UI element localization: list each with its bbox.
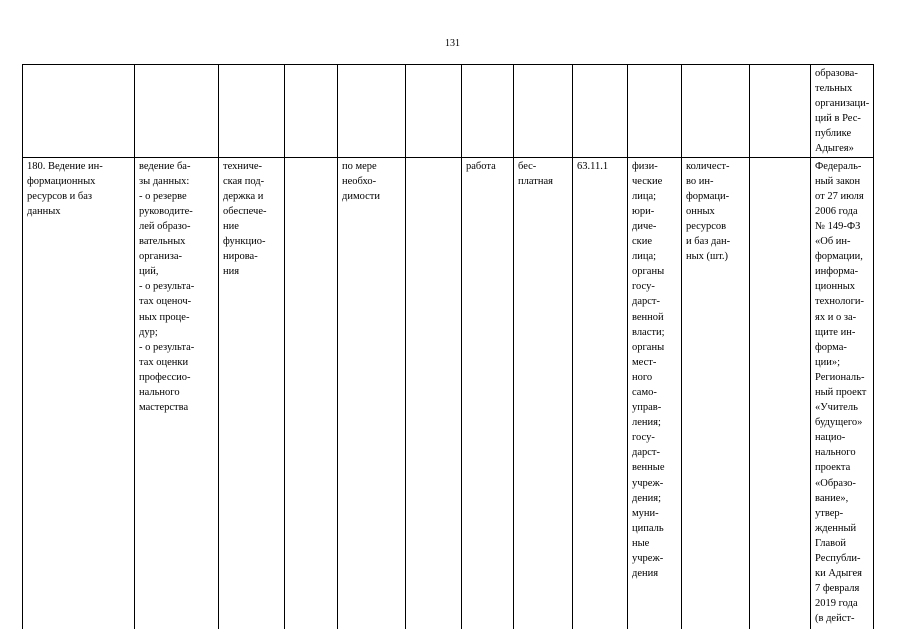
cell-condition: техниче- ская под- держка и обеспече- ние функцио- нирова- ния [219,157,285,629]
cell-consumers: физи- ческие лица; юри- диче- ские лица; органы госу- дарст- венной власти; органы мест- ного само- управ- ления; госу- дарст- венные учреж- дения; муни- ципаль ные учреж- дения [628,157,682,629]
cell-c5 [338,65,406,158]
cell-indicator: количест- во ин- формаци- онных ресурсов и баз дан- ных (шт.) [682,157,750,629]
cell-c7 [462,65,514,158]
cell-frequency: по мере необхо- димости [338,157,406,629]
cell-c11 [682,65,750,158]
table-row-180 [23,157,874,629]
cell-service-name: 180. Ведение ин- формационных ресурсов и баз данных [23,157,135,629]
cell-c12 [750,157,811,629]
table-row-continued [23,65,874,158]
cell-service-content: ведение ба- зы данных: - о резерве руководите- лей образо- вательных организа- ций, - о результа- тах оценоч- ных проце- дур; - о результа- тах оценки профессио- нального мастерства [135,157,219,629]
cell-c8 [514,65,573,158]
services-table [22,64,874,629]
cell-c1 [23,65,135,158]
cell-c4 [285,157,338,629]
cell-okved-code: 63.11.1 [573,157,628,629]
cell-c4 [285,65,338,158]
cell-c6 [406,65,462,158]
cell-legal-basis-continued: образова- тельных организаци- ций в Рес- публике Адыгея» [811,65,874,158]
cell-c2 [135,65,219,158]
page-number: 131 [445,38,460,49]
cell-c12 [750,65,811,158]
cell-type: работа [462,157,514,629]
cell-c3 [219,65,285,158]
cell-legal-basis: Федераль- ный закон от 27 июля 2006 года № 149-ФЗ «Об ин- формации, информа- ционных технологи- ях и о за- щите ин- форма- ции»; Региональ- ный проект «Учитель будущего» нацио- нального проекта «Образо- вание», утвер- жденный Главой Республи- ки Адыгея 7 февраля 2019 года (в дейст- [811,157,874,629]
cell-payment: бес- платная [514,157,573,629]
cell-c6 [406,157,462,629]
cell-c10 [628,65,682,158]
cell-c9 [573,65,628,158]
